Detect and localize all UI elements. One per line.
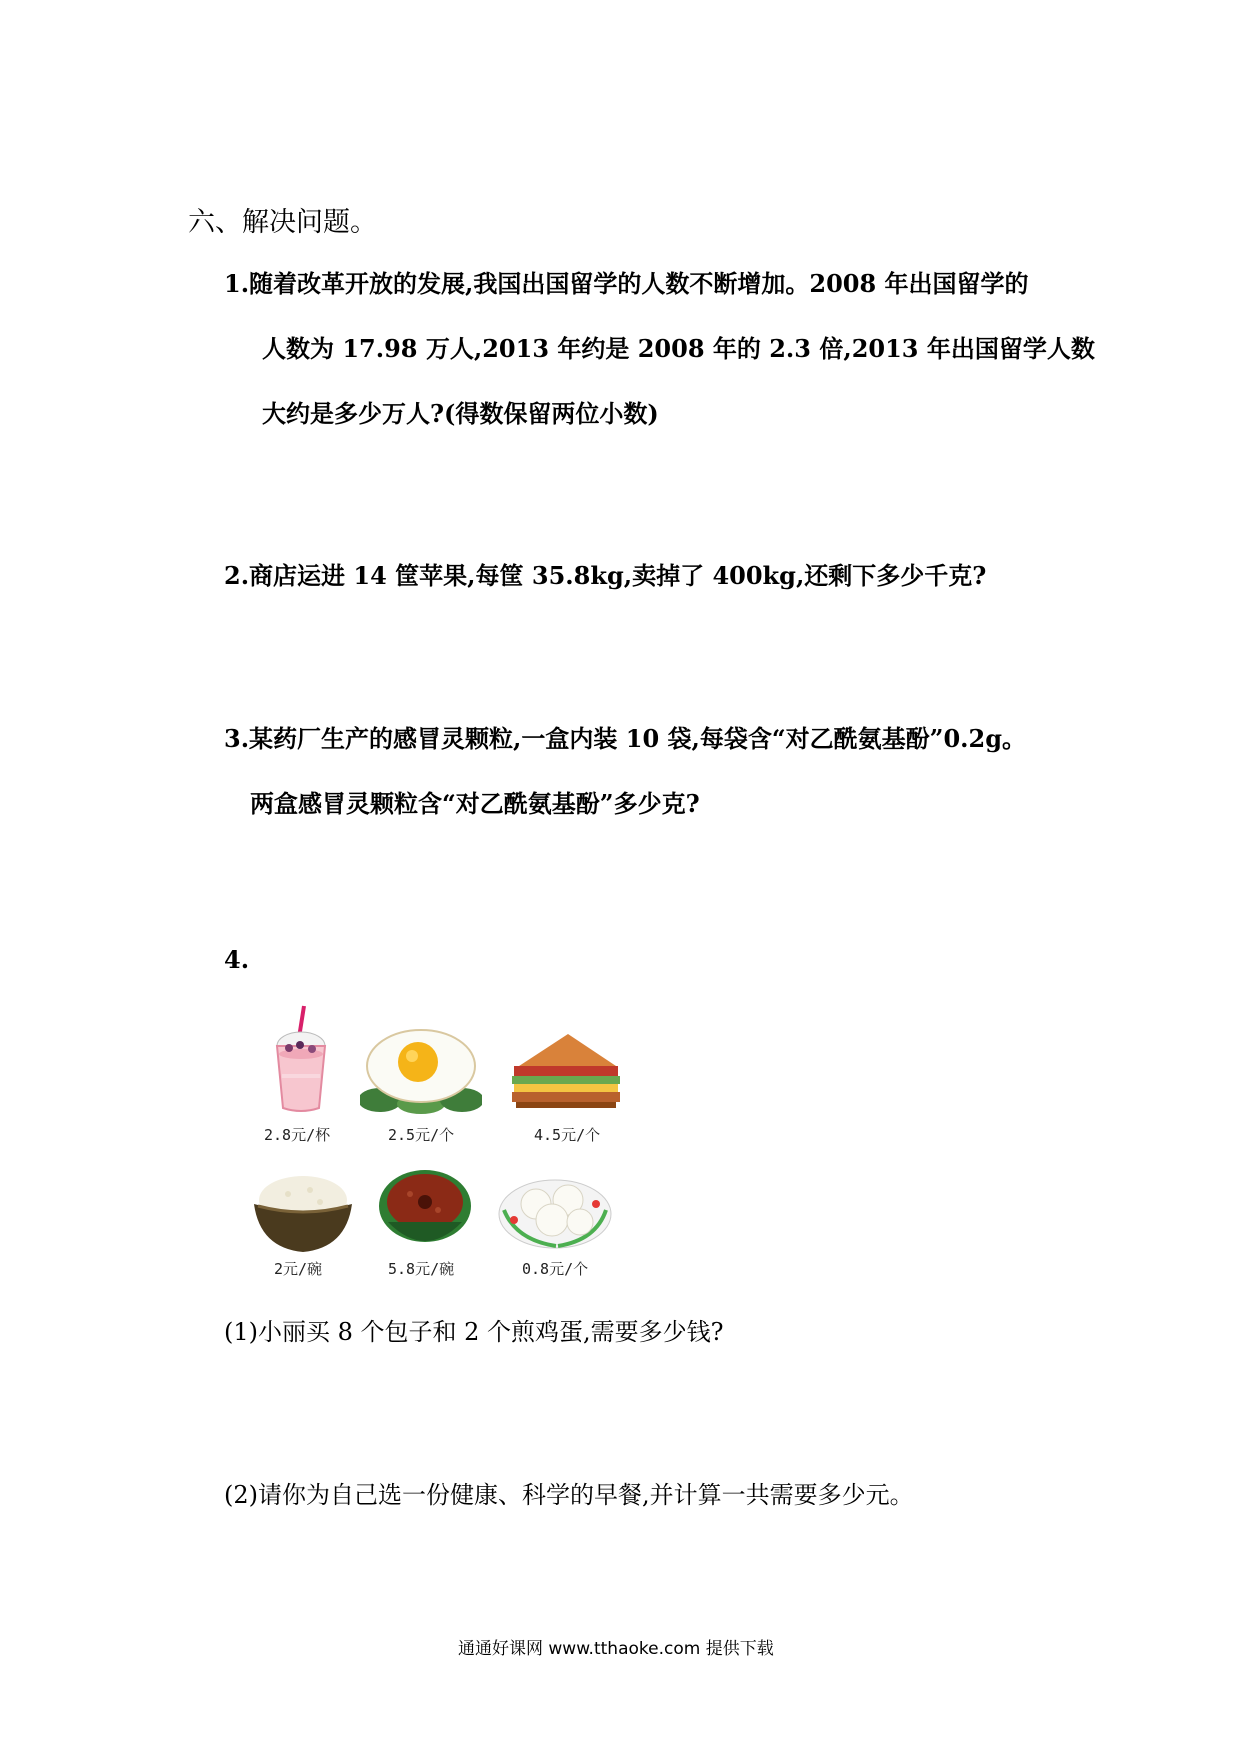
price-label-fried-egg: 2.5元/个 bbox=[388, 1126, 455, 1144]
question-1-line-2: 人数为 17.98 万人,2013 年约是 2008 年的 2.3 倍,2013 年出国留学人数 bbox=[262, 334, 1095, 363]
question-3-line-2: 两盒感冒灵颗粒含“对乙酰氨基酚”多少克? bbox=[250, 789, 700, 818]
price-label-milk-tea: 2.8元/杯 bbox=[264, 1126, 331, 1144]
question-4-sub-1: (1)小丽买 8 个包子和 2 个煎鸡蛋,需要多少钱? bbox=[224, 1318, 724, 1346]
price-label-porridge: 5.8元/碗 bbox=[388, 1260, 455, 1278]
question-1-line-3: 大约是多少万人?(得数保留两位小数) bbox=[262, 399, 659, 428]
section-title: 六、解决问题。 bbox=[188, 207, 377, 238]
sandwich-icon bbox=[506, 1030, 624, 1110]
question-3-line-1: 3.某药厂生产的感冒灵颗粒,一盒内装 10 袋,每袋含“对乙酰氨基酚”0.2g。 bbox=[224, 724, 1027, 753]
footer-source: 通通好课网 www.tthaoke.com 提供下载 bbox=[458, 1639, 774, 1659]
rice-bowl-icon bbox=[250, 1170, 356, 1254]
question-2-line-1: 2.商店运进 14 筐苹果,每筐 35.8kg,卖掉了 400kg,还剩下多少千克? bbox=[224, 561, 987, 590]
fried-egg-icon bbox=[360, 1024, 482, 1114]
steamed-buns-icon bbox=[496, 1170, 614, 1252]
milk-tea-icon bbox=[268, 1004, 334, 1114]
price-label-sandwich: 4.5元/个 bbox=[534, 1126, 601, 1144]
porridge-bowl-icon bbox=[376, 1166, 474, 1256]
question-4-label: 4. bbox=[224, 945, 250, 974]
question-1-line-1: 1.随着改革开放的发展,我国出国留学的人数不断增加。2008 年出国留学的 bbox=[224, 269, 1029, 298]
price-label-rice: 2元/碗 bbox=[274, 1260, 323, 1278]
question-4-sub-2: (2)请你为自己选一份健康、科学的早餐,并计算一共需要多少元。 bbox=[224, 1481, 914, 1509]
price-label-steamed-buns: 0.8元/个 bbox=[522, 1260, 589, 1278]
